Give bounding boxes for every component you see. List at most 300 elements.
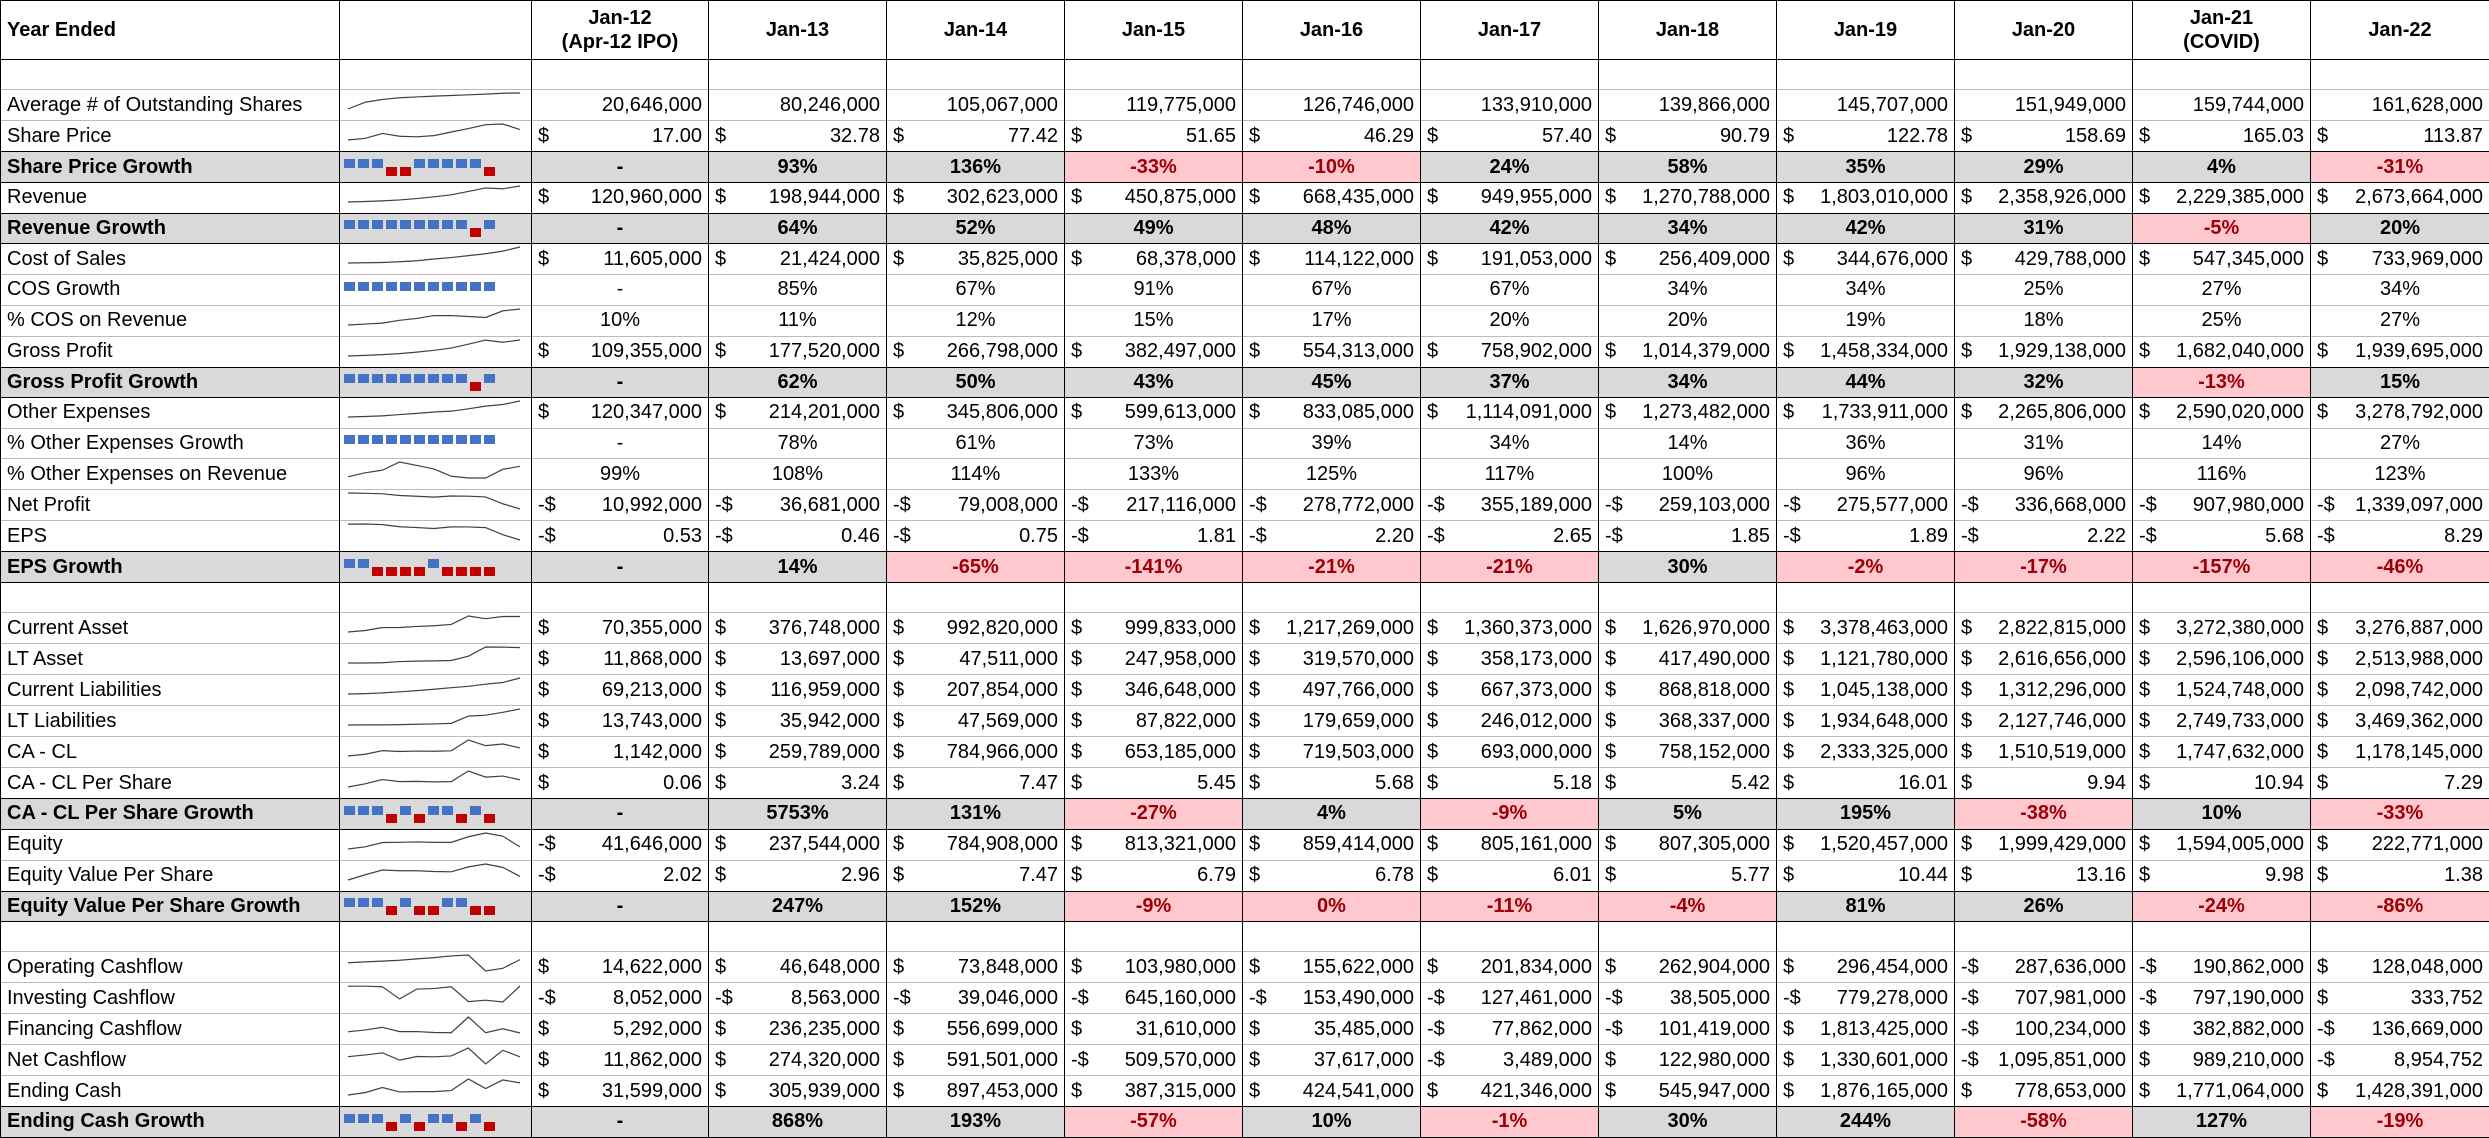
value-cell [2133,952,2311,983]
blank-cell [1,582,340,612]
value-cell [709,121,887,152]
sparkline-cell [340,952,532,983]
data-row [1,121,2489,152]
value-cell: 20% [2311,213,2489,243]
header-year [2133,1,2311,60]
value-cell: -19% [2311,1107,2489,1137]
currency-value [1249,646,1414,673]
amount: 2,596,106,000 [2150,646,2304,673]
currency-value [2317,708,2483,735]
value-cell [532,397,709,428]
currency-value [2317,184,2483,211]
value-cell: -9% [1065,891,1243,921]
currency-value [2139,123,2304,150]
sparkline-cell [340,737,532,768]
value-cell: -27% [1065,799,1243,829]
amount: 201,834,000 [1438,954,1592,981]
amount: 113.87 [2328,123,2483,150]
value-cell [1955,336,2133,367]
amount: 101,419,000 [1623,1016,1770,1043]
winloss-win-mark [414,282,425,291]
currency-value [538,1047,702,1074]
currency-symbol: -$ [1605,523,1623,550]
currency-symbol: $ [2139,1047,2150,1074]
winloss-win-mark [428,159,439,168]
value-cell [532,706,709,737]
amount: 779,278,000 [1801,985,1948,1012]
value-cell: 195% [1777,799,1955,829]
currency-value [1961,1047,2126,1074]
currency-value [2317,646,2483,673]
header-year [887,1,1065,60]
row-label: Ending Cash Growth [1,1107,340,1137]
blank-cell [1065,60,1243,90]
blank-cell [2311,921,2489,951]
value-cell: -58% [1955,1107,2133,1137]
sparkline [344,737,524,759]
currency-value [1783,831,1948,858]
value-cell: 161,628,000 [2311,90,2489,121]
value-cell [2133,829,2311,860]
currency-symbol: $ [2139,1078,2150,1105]
row-label: % Other Expenses on Revenue [1,459,340,490]
currency-symbol: $ [1071,646,1082,673]
blank-cell [2133,582,2311,612]
value-cell: - [532,1107,709,1137]
currency-value [893,399,1058,426]
amount: 247,958,000 [1082,646,1236,673]
currency-symbol: $ [1427,1078,1438,1105]
currency-value [1071,184,1236,211]
currency-value [538,615,702,642]
amount: 1,999,429,000 [1972,831,2126,858]
currency-value [538,954,702,981]
value-cell [1777,490,1955,521]
winloss-win-mark [344,220,355,229]
value-cell [1243,397,1421,428]
currency-value [1605,492,1770,519]
amount: 39,046,000 [911,985,1058,1012]
amount: 2.02 [556,862,702,889]
amount: 70,355,000 [549,615,702,642]
winloss-win-mark [428,806,439,815]
amount: 37,617,000 [1260,1047,1414,1074]
amount: 2,616,656,000 [1972,646,2126,673]
currency-value [538,1078,702,1105]
currency-value [893,338,1058,365]
table-body [1,1,2489,1138]
amount: 10.94 [2150,770,2304,797]
currency-value [1605,770,1770,797]
currency-value [538,523,702,550]
amount: 79,008,000 [911,492,1058,519]
value-cell [887,490,1065,521]
currency-value [715,1047,880,1074]
amount: 387,315,000 [1082,1078,1236,1105]
currency-value [1783,1016,1948,1043]
currency-symbol: $ [893,615,904,642]
currency-symbol: $ [715,831,726,858]
value-cell: 58% [1599,152,1777,182]
currency-symbol: $ [2317,862,2328,889]
amount: 2,590,020,000 [2150,399,2304,426]
currency-value [2317,862,2483,889]
value-cell [2311,737,2489,768]
amount: 3,378,463,000 [1794,615,1948,642]
winloss-win-mark [470,159,481,168]
amount: 2.22 [1979,523,2126,550]
currency-value [1961,862,2126,889]
currency-value [1427,399,1592,426]
currency-value [715,646,880,673]
winloss-win-mark [372,1114,383,1123]
header-year-line: Jan-19 [1783,18,1948,42]
value-cell [887,397,1065,428]
currency-symbol: $ [1071,739,1082,766]
winloss-win-mark [470,282,481,291]
amount: 5.45 [1082,770,1236,797]
currency-symbol: -$ [1427,1047,1445,1074]
sparkline [344,121,524,143]
value-cell: 12% [887,305,1065,336]
amount: 41,646,000 [556,831,702,858]
amount: 100,234,000 [1979,1016,2126,1043]
blank-cell [1599,921,1777,951]
winloss-loss-mark [484,1122,495,1131]
amount: 344,676,000 [1794,246,1948,273]
value-cell [2311,644,2489,675]
value-cell [1065,829,1243,860]
currency-value [715,739,880,766]
value-cell [1421,490,1599,521]
amount: 2,513,988,000 [2328,646,2483,673]
value-cell: 193% [887,1107,1065,1137]
amount: 51.65 [1082,123,1236,150]
currency-value [715,677,880,704]
blank-cell [532,582,709,612]
winloss-loss-mark [400,567,411,576]
value-cell [887,952,1065,983]
amount: 999,833,000 [1082,615,1236,642]
amount: 382,497,000 [1082,338,1236,365]
value-cell: 15% [2311,367,2489,397]
value-cell [2133,1045,2311,1076]
amount: 3,278,792,000 [2328,399,2483,426]
value-cell [532,182,709,213]
currency-value [538,708,702,735]
value-cell [532,490,709,521]
sparkline-path [348,462,520,478]
sparkline [344,244,524,266]
value-cell [887,1076,1065,1107]
currency-value [715,831,880,858]
header-year-line: (Apr-12 IPO) [538,30,702,54]
amount: 214,201,000 [726,399,880,426]
currency-value [1249,708,1414,735]
currency-value [1071,862,1236,889]
currency-value [1071,985,1236,1012]
currency-value [1783,646,1948,673]
currency-symbol: $ [893,831,904,858]
data-row [1,428,2489,458]
currency-symbol: $ [538,708,549,735]
winloss-win-mark [428,435,439,444]
amount: 3,272,380,000 [2150,615,2304,642]
amount: 0.06 [549,770,702,797]
value-cell [2133,1014,2311,1045]
value-cell [1421,121,1599,152]
data-row [1,737,2489,768]
currency-symbol: $ [1249,646,1260,673]
currency-symbol: $ [2139,399,2150,426]
currency-symbol: $ [1605,1078,1616,1105]
currency-symbol: $ [2317,246,2328,273]
currency-value [893,123,1058,150]
value-cell [1777,121,1955,152]
currency-symbol: $ [715,1016,726,1043]
value-cell [2133,121,2311,152]
value-cell [532,644,709,675]
row-label: Other Expenses [1,397,340,428]
value-cell: -31% [2311,152,2489,182]
amount: 1,045,138,000 [1794,677,1948,704]
currency-symbol: $ [2317,831,2328,858]
amount: 8,563,000 [733,985,880,1012]
value-cell: 20% [1421,305,1599,336]
currency-value [1427,677,1592,704]
currency-symbol: -$ [1605,492,1623,519]
currency-symbol: $ [1961,338,1972,365]
value-cell: -1% [1421,1107,1599,1137]
amount: 1,178,145,000 [2328,739,2483,766]
amount: 6.78 [1260,862,1414,889]
amount: 376,748,000 [726,615,880,642]
currency-symbol: $ [1427,615,1438,642]
value-cell [1243,1045,1421,1076]
currency-symbol: -$ [1961,1016,1979,1043]
currency-symbol: $ [715,708,726,735]
value-cell [709,613,887,644]
currency-value [1249,246,1414,273]
value-cell [532,675,709,706]
currency-symbol: $ [538,123,549,150]
value-cell [1243,675,1421,706]
data-row [1,860,2489,891]
row-label: Investing Cashflow [1,983,340,1014]
value-cell [2311,613,2489,644]
row-label: Average # of Outstanding Shares [1,90,340,121]
currency-value [1249,677,1414,704]
data-row [1,952,2489,983]
header-year-line: Jan-12 [538,6,702,30]
sparkline [344,521,524,543]
winloss-loss-mark [470,382,481,391]
currency-value [1605,523,1770,550]
value-cell: 35% [1777,152,1955,182]
currency-value [1783,739,1948,766]
value-cell [1777,829,1955,860]
amount: 1,682,040,000 [2150,338,2304,365]
currency-value [715,954,880,981]
row-label: Net Profit [1,490,340,521]
winloss-win-mark [372,806,383,815]
currency-value [2139,954,2304,981]
amount: 5.68 [2157,523,2304,550]
value-cell [1421,737,1599,768]
value-cell [1599,737,1777,768]
sparkline-path [348,493,520,509]
amount: 509,570,000 [1089,1047,1236,1074]
currency-value [1783,123,1948,150]
amount: 191,053,000 [1438,246,1592,273]
currency-symbol: $ [893,338,904,365]
value-cell [709,829,887,860]
winloss-loss-mark [484,906,495,915]
value-cell [1243,244,1421,275]
value-cell: 11% [709,305,887,336]
currency-symbol: $ [1071,770,1082,797]
sparkline-cell [340,1076,532,1107]
amount: 417,490,000 [1616,646,1770,673]
value-cell [887,244,1065,275]
value-cell: 39% [1243,428,1421,458]
blank-cell [1421,582,1599,612]
winloss-win-mark [386,435,397,444]
value-cell [2133,490,2311,521]
value-cell [1955,1076,2133,1107]
currency-symbol: $ [1783,1047,1794,1074]
value-cell [887,829,1065,860]
currency-value [1961,184,2126,211]
value-cell [1955,768,2133,799]
currency-symbol: $ [2317,985,2328,1012]
sparkline-cell [340,613,532,644]
value-cell [709,675,887,706]
amount: 859,414,000 [1260,831,1414,858]
sparkline-cell [340,1045,532,1076]
amount: 1.38 [2328,862,2483,889]
winloss-win-mark [442,282,453,291]
value-cell [2311,397,2489,428]
sparkline [344,90,524,112]
currency-value [1783,246,1948,273]
value-cell: 10% [532,305,709,336]
amount: 14,622,000 [549,954,702,981]
value-cell [1777,1076,1955,1107]
value-cell [709,983,887,1014]
value-cell: 131% [887,799,1065,829]
currency-value [1961,492,2126,519]
currency-symbol: $ [1605,770,1616,797]
value-cell [2133,860,2311,891]
value-cell [1421,336,1599,367]
amount: 355,189,000 [1445,492,1592,519]
currency-value [715,770,880,797]
winloss-loss-mark [414,814,425,823]
value-cell [1599,952,1777,983]
sparkline-cell [340,397,532,428]
value-cell [709,706,887,737]
amount: 275,577,000 [1801,492,1948,519]
sparkline [344,675,524,697]
row-label: % COS on Revenue [1,305,340,336]
value-cell: 29% [1955,152,2133,182]
amount: 90.79 [1616,123,1770,150]
currency-value [538,246,702,273]
amount: 1,510,519,000 [1972,739,2126,766]
currency-symbol: $ [715,677,726,704]
sparkline-cell [340,275,532,305]
currency-value [2317,985,2483,1012]
value-cell [1065,121,1243,152]
currency-value [1783,1078,1948,1105]
value-cell [2311,121,2489,152]
currency-value [1605,677,1770,704]
amount: 668,435,000 [1260,184,1414,211]
currency-symbol: -$ [893,985,911,1012]
currency-value [2317,1047,2483,1074]
value-cell [1065,1045,1243,1076]
amount: 31,599,000 [549,1078,702,1105]
value-cell [2311,1014,2489,1045]
value-cell: -86% [2311,891,2489,921]
value-cell: -24% [2133,891,2311,921]
currency-value [1071,739,1236,766]
amount: 259,103,000 [1623,492,1770,519]
currency-value [1427,1047,1592,1074]
winloss-spark [344,893,527,920]
winloss-win-mark [442,374,453,383]
currency-symbol: $ [1783,1078,1794,1105]
currency-value [538,646,702,673]
amount: 1.85 [1623,523,1770,550]
header-year [1421,1,1599,60]
currency-value [893,1047,1058,1074]
winloss-loss-mark [470,906,481,915]
sparkline-cell [340,367,532,397]
currency-symbol: $ [1961,677,1972,704]
winloss-win-mark [400,435,411,444]
value-cell [532,336,709,367]
value-cell: 36% [1777,428,1955,458]
currency-symbol: -$ [1071,523,1089,550]
amount: 11,868,000 [549,646,702,673]
value-cell [1243,706,1421,737]
amount: 346,648,000 [1082,677,1236,704]
winloss-loss-mark [386,1122,397,1131]
currency-value [1961,770,2126,797]
amount: 0.75 [911,523,1058,550]
value-cell [709,1014,887,1045]
amount: 207,854,000 [904,677,1058,704]
data-row [1,275,2489,305]
currency-symbol: $ [1071,123,1082,150]
blank-cell [1,60,340,90]
currency-value [1605,708,1770,735]
value-cell [532,768,709,799]
amount: 784,908,000 [904,831,1058,858]
currency-symbol: $ [1783,123,1794,150]
value-cell [2133,737,2311,768]
currency-symbol: $ [2139,184,2150,211]
currency-symbol: $ [1961,770,1972,797]
blank-cell [1955,60,2133,90]
growth-row [1,367,2489,397]
value-cell [1599,768,1777,799]
value-cell: 34% [1599,367,1777,397]
amount: 222,771,000 [2328,831,2483,858]
currency-symbol: $ [1427,770,1438,797]
